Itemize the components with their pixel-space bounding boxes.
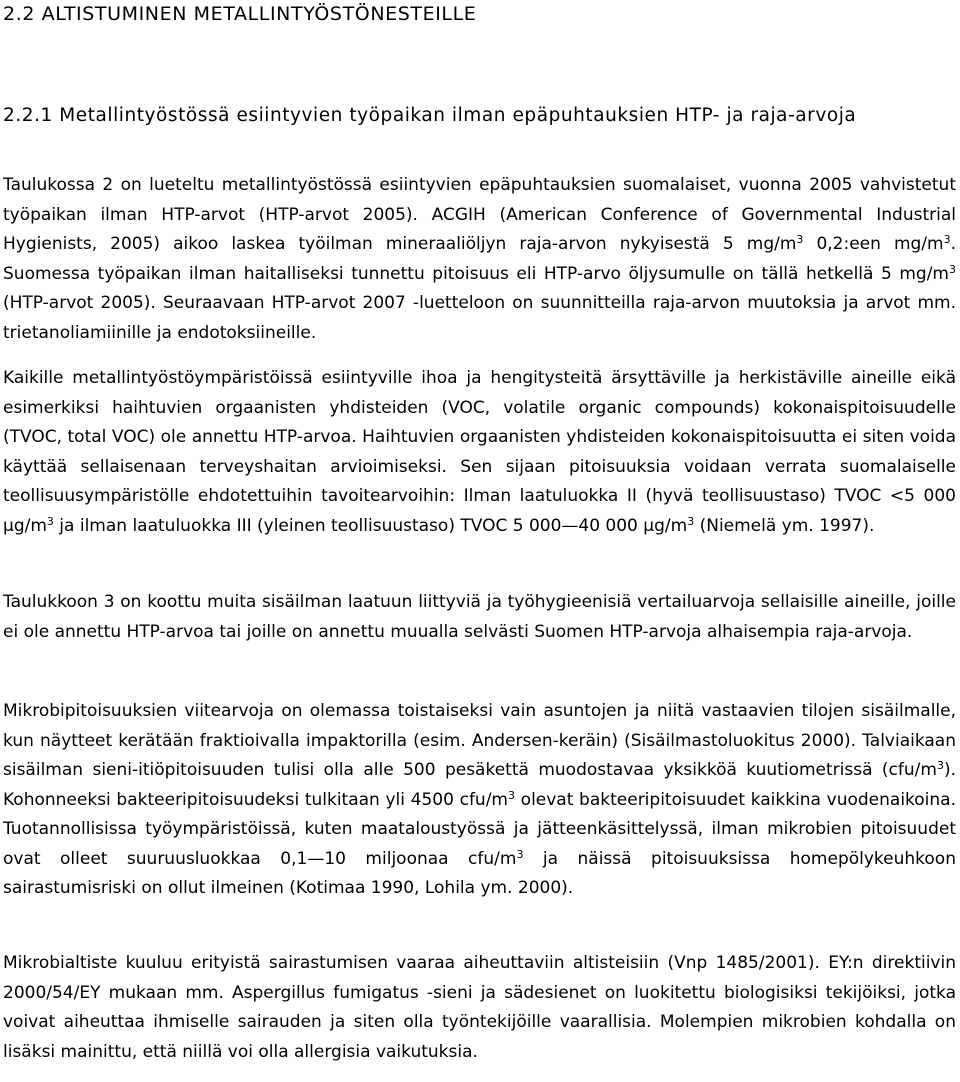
paragraph-table-3: Taulukkoon 3 on koottu muita sisäilman laatuun liittyviä ja työhygieenisiä vertailuarvoja sellaisille aineille, joille ei ole annettu HTP-arvoa tai joille on annettu muualla selvästi Suomen HTP-arvoja alhaisempia raja-arvoja. [3,592,956,642]
section-heading: 2.2 ALTISTUMINEN METALLINTYÖSTÖNESTEILLE [3,3,477,25]
paragraph-microbes: Mikrobipitoisuuksien viitearvoja on olemassa toistaiseksi vain asuntojen ja niitä vastaavien tilojen sisäilmalle, kun näytteet kerätään fraktioivalla impaktorilla (esim. Andersen-keräin) (Sisäilmastoluokitus 2000). Talviaikaan sisäilman sieni-itiöpitoisuuden tulisi olla alle 500 pesäkettä muodostavaa yksikköä kuutiometrissä $(cfu/m^3)$. Kohonneeksi bakteeripitoisuudeksi tulkitaan yli 4500 cfu/$m^3$ olevat bakteeripitoisuudet kaikkina vuodenaikoina. Tuotannollisissa työympäristöissä, kuten maataloustyössä ja jätteenkäsittelyssä, ilman mikrobien pitoisuudet ovat olleet suuruusluokkaa 0,1—10 miljoonaa cfu/$m^3$ ja näissä pitoisuuksissa homepölykeuhkoon sairastumisriski on ollut ilmeinen (Kotimaa 1990, Lohila ym. 2000). [3,701,957,898]
paragraph-htp-values: Taulukossa 2 on lueteltu metallintyöstössä esiintyvien epäpuhtauksien suomalaiset, vuonna 2005 vahvistetut työpaikan ilman HTP-arvot (HTP-arvot 2005). ACGIH (American Conference of Governmental Industrial Hygienists, 2005) aikoo laskea työilman mineraaliöljyn raja-arvon nykyisestä 5 $mg/m^3$ 0,2:een $mg/m^3$. Suomessa työpaikan ilman haitalliseksi tunnettu pitoisuus eli HTP-arvo öljysumulle on tällä hetkellä 5 $mg/m^3$ (HTP-arvot 2005). Seuraavaan HTP-arvot 2007 -luetteloon on suunnitteilla raja-arvon muutoksia ja arvot mm. trietanoliamiinille ja endotoksiineille. [3,175,957,343]
subsection-heading: 2.2.1 Metallintyöstössä esiintyvien työpaikan ilman epäpuhtauksien HTP- ja raja-arvoja [3,105,857,126]
paragraph-microbial-exposure: Mikrobialtiste kuuluu erityistä sairastumisen vaaraa aiheuttaviin altisteisiin (Vnp 1485/2001). EY:n direktiivin 2000/54/EY mukaan mm. Aspergillus fumigatus -sieni ja sädesienet on luokitettu biologisiksi tekijöiksi, jotka voivat aiheuttaa ihmiselle sairauden ja siten olla työntekijöille vaarallisia. Molempien mikrobien kohdalla on lisäksi mainittu, että niillä voi olla allergisia vaikutuksia. [3,953,956,1062]
paragraph-voc: Kaikille metallintyöstöympäristöissä esiintyville ihoa ja hengitysteitä ärsyttäville ja herkistäville aineille eikä esimerkiksi haihtuvien orgaanisten yhdisteiden (VOC, volatile organic compounds) kokonaispitoisuudelle (TVOC, total VOC) ole annettu HTP-arvoa. Haihtuvien orgaanisten yhdisteiden kokonaispitoisuutta ei siten voida käyttää sellaisenaan terveyshaitan arvioimiseksi. Sen sijaan pitoisuuksia voidaan verrata suomalaiselle teollisuusympäristölle ehdotettuihin tavoitearvoihin: Ilman laatuluokka II (hyvä teollisuustaso) TVOC <5 000 $\mu g/m^3$ ja ilman laatuluokka III (yleinen teollisuustaso) TVOC 5 000—40 000 $\mu g/m^3$ (Niemelä ym. 1997). [3,368,956,536]
